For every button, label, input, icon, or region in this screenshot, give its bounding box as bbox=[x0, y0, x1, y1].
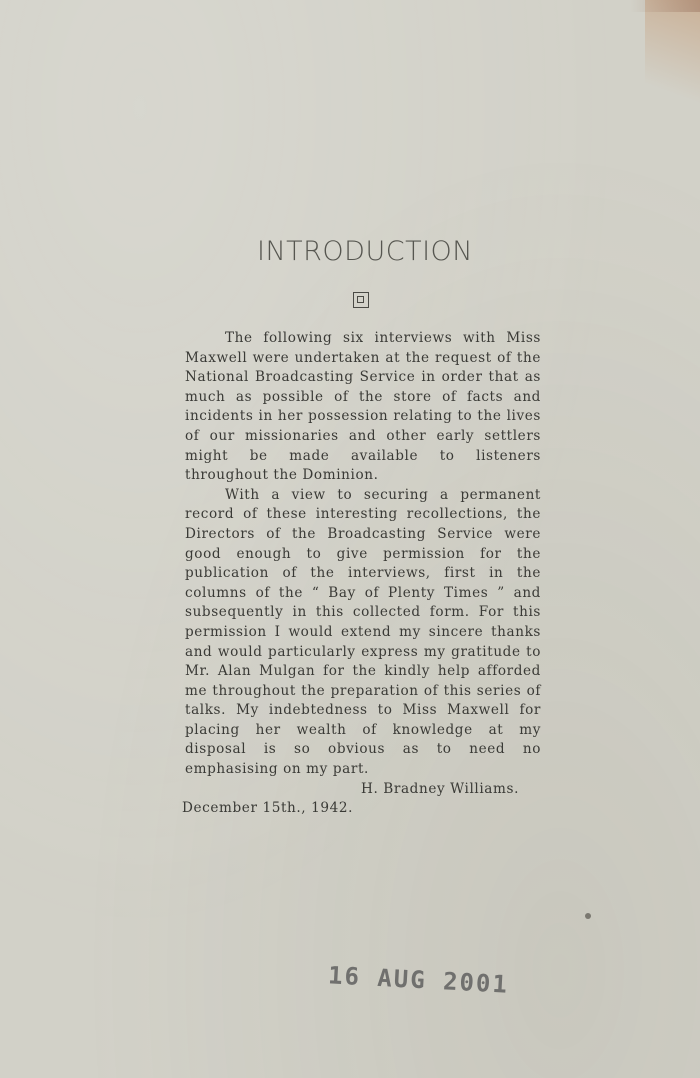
introduction-body bbox=[182, 329, 541, 819]
document-date: December 15th., 1942. bbox=[182, 800, 354, 817]
square-ornament-icon bbox=[353, 292, 369, 308]
date-stamp: 16 AUG 2001 bbox=[327, 961, 510, 999]
author-signature: H. Bradney Williams. bbox=[360, 780, 519, 797]
paper-stain bbox=[645, 0, 700, 110]
paper-stain-edge bbox=[630, 0, 700, 12]
paragraph-2: With a view to securing a permanent record of these interesting recollections, the Directors of the Broadcasting Service were good enough to give permission for the publication of the interviews, first in the columns of the “ Bay of Plenty Times ” and subsequently in this collected form. For this permission I would extend my sincere thanks and would particularly express my gratitude to Mr. Alan Mulgan for the kindly help afforded me throughout the preparation of this series of talks. My indebtedness to Miss Maxwell for placing her wealth of knowledge at my disposal is so obvious as to need no emphasising on my part. bbox=[185, 486, 541, 778]
paragraph-1: The following six interviews with Miss Maxwell were undertaken at the request of the National Broadcasting Service in order that as much as possible of the store of facts and incidents in her possession relating to the lives of our missionaries and other early settlers might be made available to listeners throughout the Dominion. bbox=[185, 330, 541, 484]
page-title: INTRODUCTION bbox=[257, 236, 473, 267]
paper-blemish bbox=[585, 913, 591, 919]
